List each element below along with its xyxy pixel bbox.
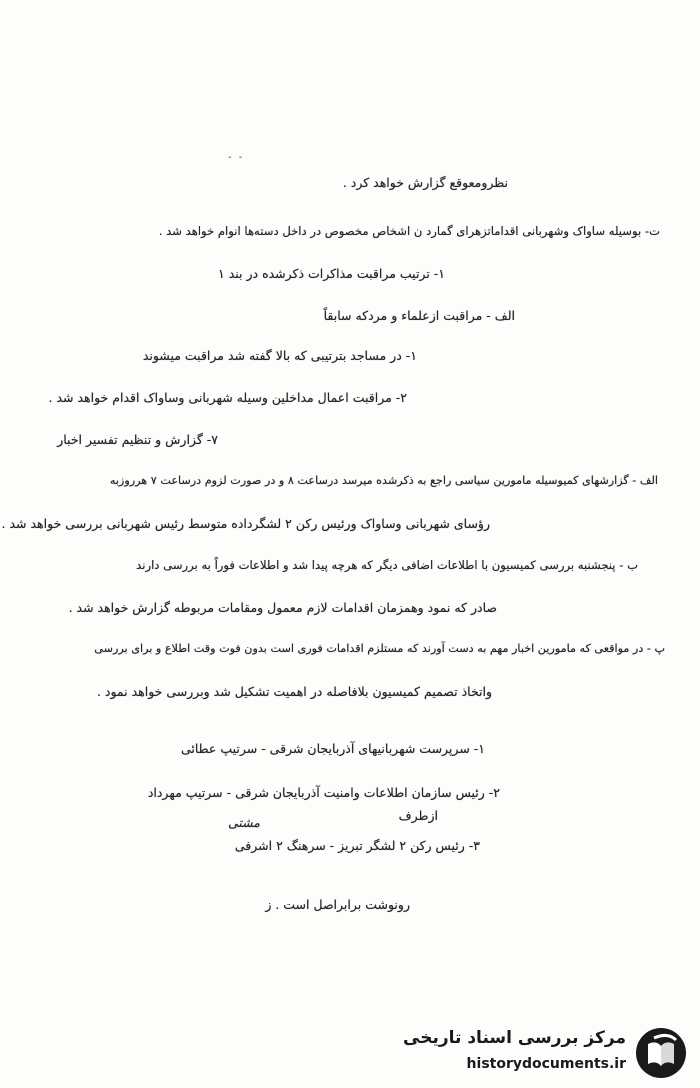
doc-line-14: ۱- سرپرست شهربانیهای آذربایجان شرقی - سرتیپ عطائی — [180, 741, 485, 756]
doc-line-2: ت- بوسیله ساواک وشهربانی اقداماتزهرای گمارد ن اشخاص مخصوص در داخل دسته‌ها انوام خواهد شد . — [158, 224, 660, 238]
doc-line-8: الف - گزارشهای کمیوسیله مامورین سیاسی راجع به ذکرشده میرسد درساعت ۸ و در صورت لزوم درساعت ۷ هرروزبه — [109, 474, 658, 487]
doc-certified-copy: رونوشت برابراصل است . ز — [265, 897, 410, 912]
doc-line-11: صادر که نمود وهمزمان اقدامات لازم معمول ومقامات مربوطه گزارش خواهد شد . — [68, 600, 497, 615]
doc-signature: مشتی — [227, 815, 260, 830]
doc-line-9: رؤسای شهربانی وساواک ورئیس رکن ۲ لشگرداده متوسط رئیس شهربانی بررسی خواهد شد . — [1, 516, 490, 531]
book-leaf-logo-icon — [634, 1026, 688, 1080]
doc-line-6: ۲- مراقبت اعمال مداخلین وسیله شهربانی وساواک اقدام خواهد شد . — [48, 390, 407, 405]
doc-line-15: ۲- رئیس سازمان اطلاعات وامنیت آذربایجان شرقی - سرتیپ مهرداد — [147, 785, 500, 800]
doc-line-10: ب - پنجشنبه بررسی کمیسیون با اطلاعات اضافی دیگر که هرچه پیدا شد و اطلاعات فوراً به بررسی دارند — [136, 558, 638, 572]
doc-line-3: ۱- ترتیب مراقبت مذاکرات ذکرشده در بند ۱ — [218, 266, 445, 281]
doc-line-12: پ - در مواقعی که مامورین اخبار مهم به دست آورند که مستلزم اقدامات فوری است بدون فوت وقت اطلاع و برای بررسی — [94, 642, 665, 655]
doc-line-17: ۳- رئیس رکن ۲ لشگر تبریز - سرهنگ ۲ اشرفی — [234, 838, 480, 853]
doc-line-1: نظرومعوقع گزارش خواهد کرد . — [342, 175, 508, 190]
watermark-title: مرکز بررسی اسناد تاریخی — [403, 1028, 626, 1048]
doc-line-5: ۱- در مساجد بترتیبی که بالا گفته شد مراقبت میشوند — [142, 348, 417, 363]
doc-line-7: ۷- گزارش و تنظیم تفسیر اخبار — [57, 432, 218, 447]
watermark-logo — [404, 1022, 694, 1082]
doc-line-13: واتخاذ تصمیم کمیسیون بلافاصله در اهمیت تشکیل شد وبررسی خواهد نمود . — [96, 684, 492, 699]
doc-line-4: الف - مراقبت ازعلماء و مردکه سابقاً — [323, 308, 515, 323]
watermark-url: historydocuments.ir — [466, 1056, 626, 1072]
ink-speck: - - — [228, 152, 245, 163]
doc-line-16: ازطرف — [398, 808, 438, 823]
